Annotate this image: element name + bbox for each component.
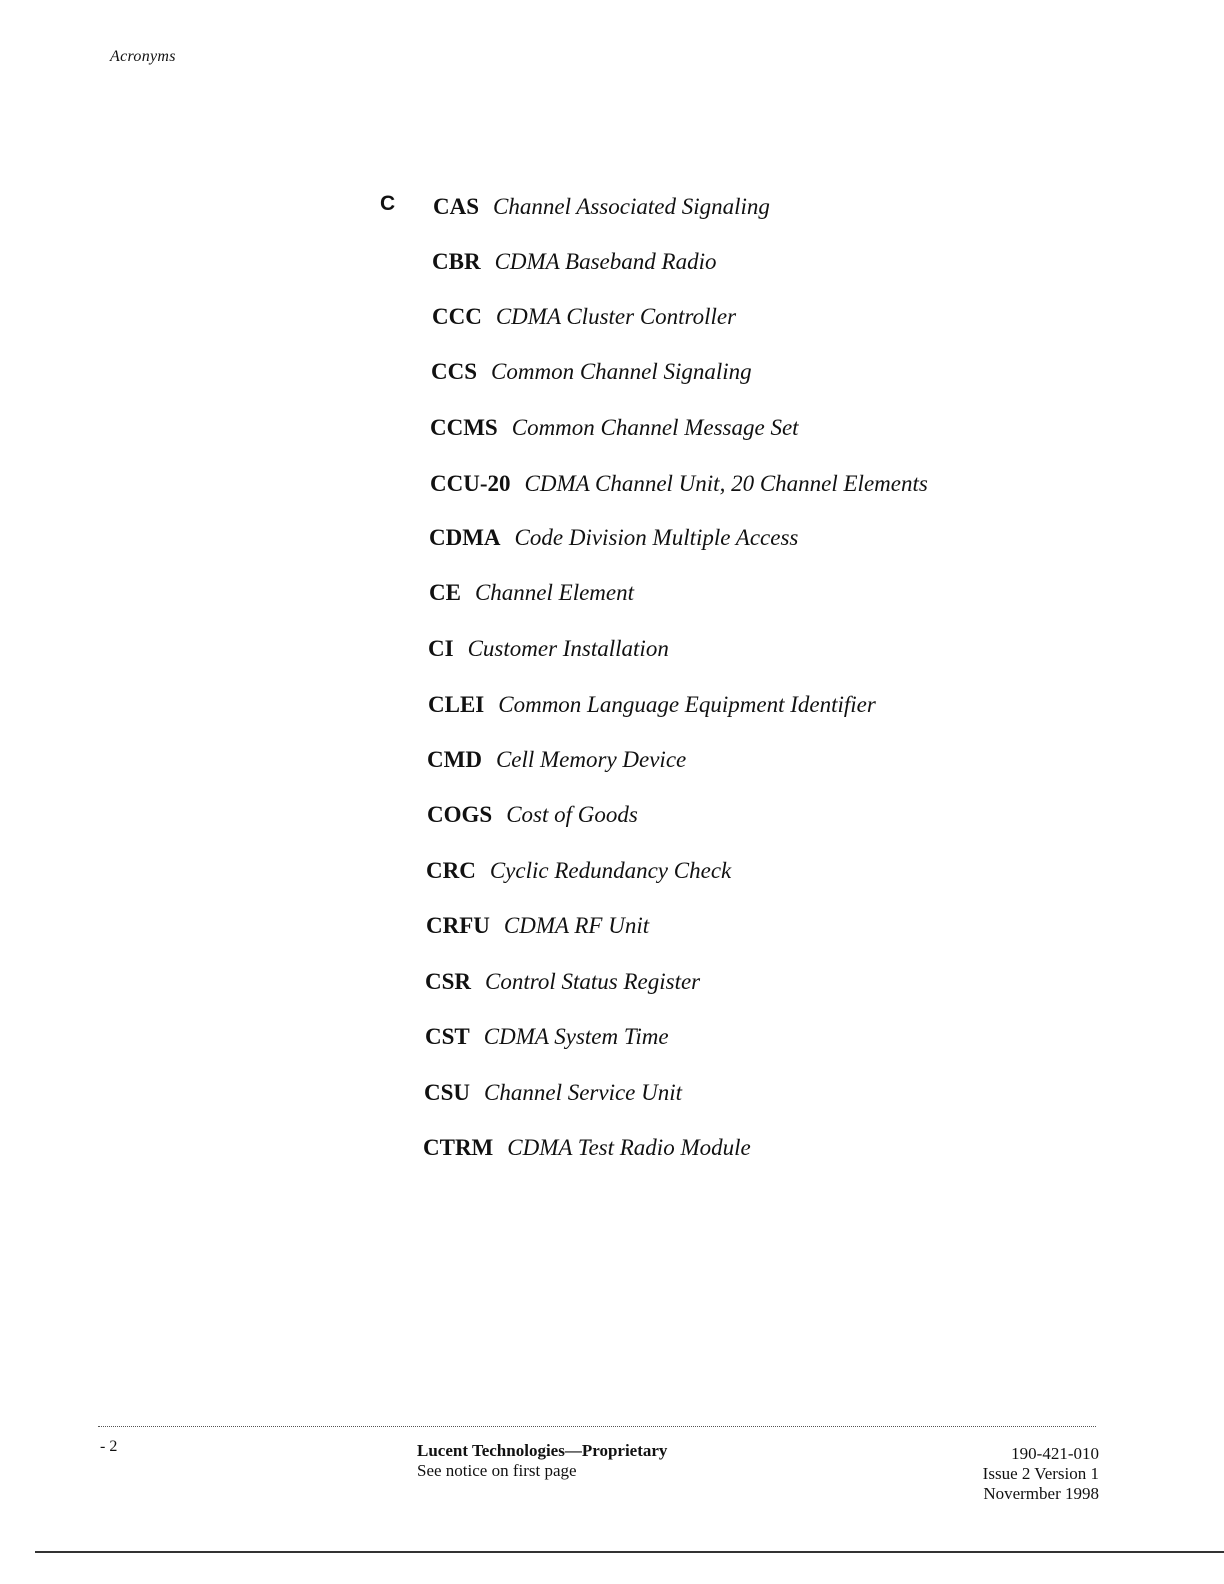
acronym: CRC xyxy=(426,858,476,883)
section-letter: C xyxy=(380,192,396,215)
acronym-entry xyxy=(427,746,686,774)
page-number: - 2 xyxy=(100,1438,118,1455)
acronym: CCS xyxy=(431,359,478,384)
acronym-expansion: CDMA System Time xyxy=(483,1024,669,1049)
acronym-expansion: Common Language Equipment Identifier xyxy=(498,692,876,717)
acronym-entry xyxy=(430,470,928,498)
acronym-expansion: Cell Memory Device xyxy=(495,747,687,772)
acronym-entry xyxy=(432,303,736,331)
acronym-entry xyxy=(431,358,752,386)
document-date: Novermber 1998 xyxy=(983,1484,1099,1503)
acronym-expansion: CDMA Test Radio Module xyxy=(507,1135,751,1160)
acronym: COGS xyxy=(427,802,493,827)
running-header: Acronyms xyxy=(110,48,176,65)
acronym-expansion: CDMA RF Unit xyxy=(503,913,650,938)
acronym-expansion: Common Channel Signaling xyxy=(491,359,752,384)
acronym: CE xyxy=(429,580,461,605)
acronym-expansion: Customer Installation xyxy=(467,636,669,661)
acronym-expansion: Common Channel Message Set xyxy=(511,415,799,440)
acronym: CSR xyxy=(425,969,472,994)
acronym-expansion: Cyclic Redundancy Check xyxy=(489,858,732,883)
acronym-entry xyxy=(428,691,876,719)
acronym: CCMS xyxy=(430,415,498,440)
acronym: CSU xyxy=(424,1080,471,1105)
acronym: CBR xyxy=(432,249,481,274)
acronym: CRFU xyxy=(426,913,490,938)
acronym-expansion: Code Division Multiple Access xyxy=(514,525,799,550)
acronym: CST xyxy=(425,1024,470,1049)
page-bottom-rule xyxy=(35,1551,1224,1553)
acronym-entry xyxy=(425,1023,669,1051)
acronym-entry xyxy=(427,801,638,829)
acronym: CMD xyxy=(427,747,482,772)
acronym-expansion: CDMA Cluster Controller xyxy=(495,304,737,329)
proprietary-notice-text: See notice on first page xyxy=(417,1461,577,1480)
document-info xyxy=(983,1444,1099,1504)
acronym-entry xyxy=(430,414,799,442)
acronym-expansion: Control Status Register xyxy=(485,969,701,994)
acronym: CLEI xyxy=(428,692,485,717)
acronym-entry xyxy=(429,524,798,552)
acronym-expansion: CDMA Channel Unit, 20 Channel Elements xyxy=(524,471,928,496)
footer-company-block xyxy=(417,1441,667,1481)
acronym-expansion: Channel Service Unit xyxy=(484,1080,683,1105)
acronym: CDMA xyxy=(429,525,501,550)
acronym-entry xyxy=(426,857,731,885)
acronym: CAS xyxy=(433,194,480,219)
acronym: CTRM xyxy=(423,1135,494,1160)
acronym: CCC xyxy=(432,304,482,329)
acronym-entry xyxy=(428,635,669,663)
acronym-entry xyxy=(433,193,770,221)
acronym: CI xyxy=(428,636,454,661)
acronym-entry xyxy=(426,912,649,940)
acronym-expansion: Channel Associated Signaling xyxy=(493,194,770,219)
acronym-entry xyxy=(425,968,700,996)
document-number: 190-421-010 xyxy=(1011,1444,1099,1463)
acronym-expansion: CDMA Baseband Radio xyxy=(494,249,717,274)
footer-divider xyxy=(98,1426,1096,1427)
acronym: CCU-20 xyxy=(430,471,511,496)
proprietary-notice-title: Lucent Technologies—Proprietary xyxy=(417,1441,668,1460)
acronym-expansion: Channel Element xyxy=(474,580,634,605)
acronym-expansion: Cost of Goods xyxy=(506,802,638,827)
acronym-entry xyxy=(432,248,716,276)
acronym-entry xyxy=(424,1079,682,1107)
acronym-entry xyxy=(429,579,634,607)
document-issue: Issue 2 Version 1 xyxy=(982,1464,1099,1483)
acronym-entry xyxy=(423,1134,751,1162)
